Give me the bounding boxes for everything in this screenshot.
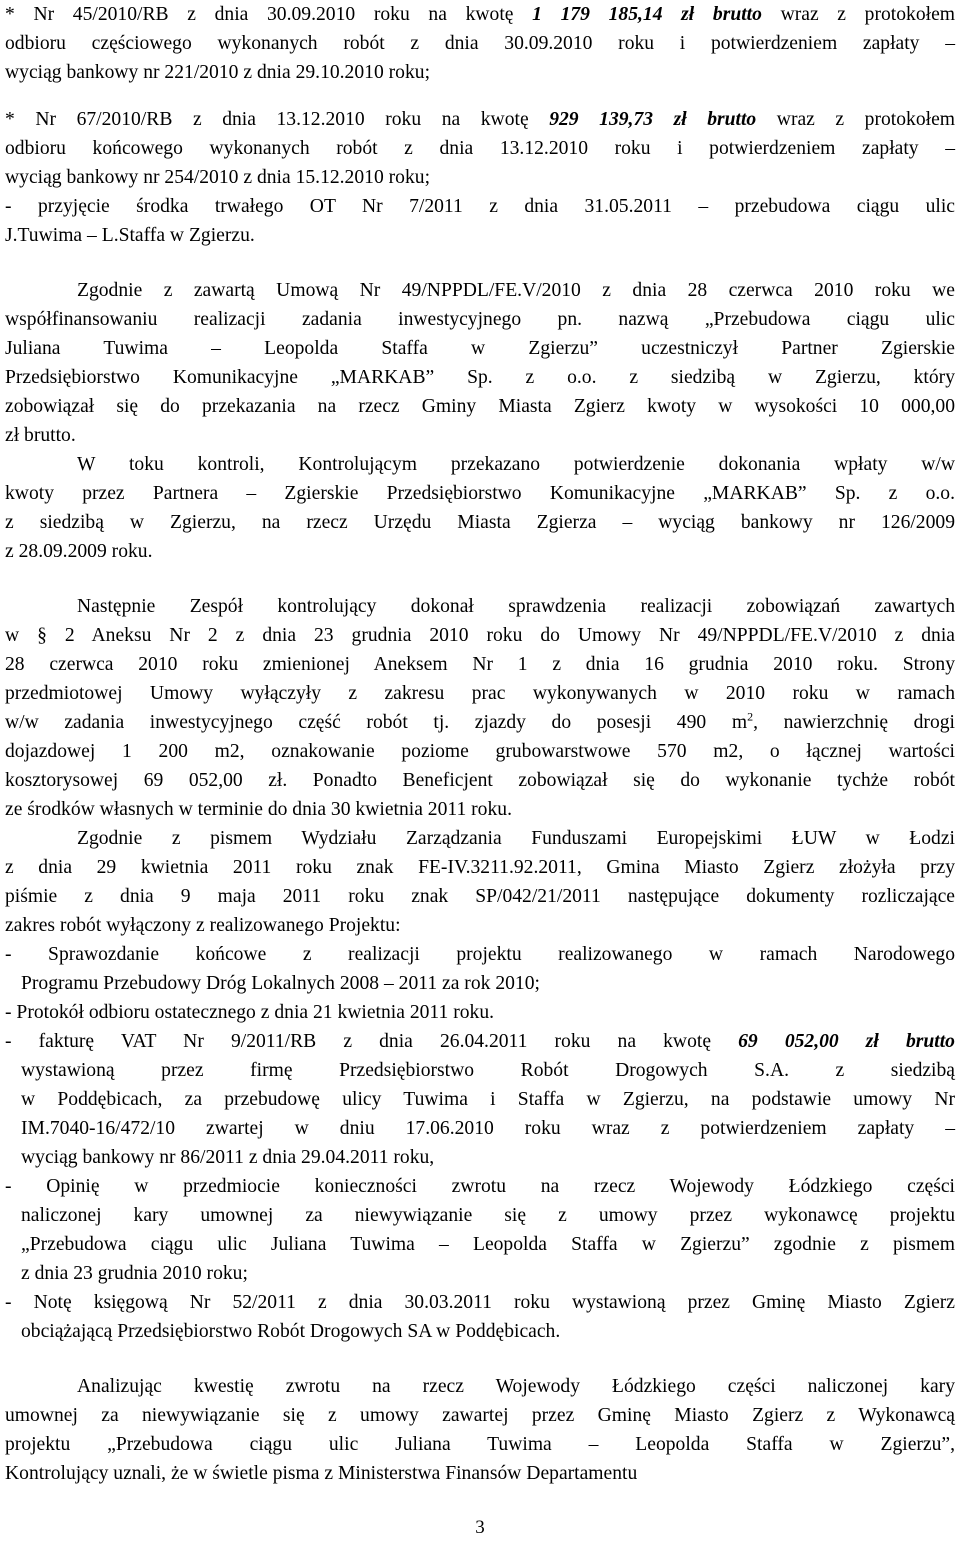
text-run: - fakturę VAT Nr 9/2011/RB z dnia 26.04.2011 roku na kwotę — [5, 1031, 739, 1052]
paragraph-invoice-45 — [5, 0, 955, 87]
list-item-accounting-note — [5, 1288, 955, 1346]
text-line — [5, 479, 955, 508]
text-line — [5, 1372, 955, 1401]
text-run: Programu Przebudowy Dróg Lokalnych 2008 – 2011 za rok 2010; — [21, 973, 540, 994]
text-run: „Przebudowa ciągu ulic Juliana Tuwima – Leopolda Staffa w Zgierzu” zgodnie z pismem — [21, 1234, 955, 1255]
text-run: W toku kontroli, Kontrolującym przekazano potwierdzenie dokonania wpłaty w/w — [77, 454, 955, 475]
text-run: dojazdowej 1 200 m2, oznakowanie poziome grubowarstwowe 570 m2, o łącznej wartości — [5, 741, 955, 762]
text-run: 28 czerwca 2010 roku zmienionej Aneksem Nr 1 z dnia 16 grudnia 2010 roku. Strony — [5, 654, 955, 675]
text-line — [5, 421, 955, 450]
text-run: odbioru częściowego wykonanych robót z dnia 30.09.2010 roku i potwierdzeniem zapłaty – — [5, 33, 955, 54]
paragraph-invoice-67 — [5, 105, 955, 192]
text-run: J.Tuwima – L.Staffa w Zgierzu. — [5, 225, 255, 246]
text-line — [5, 940, 955, 969]
bold-italic-amount: 929 139,73 zł brutto — [549, 109, 757, 130]
text-run: umownej za niewywiązanie się z umowy zawartej przez Gminę Miasto Zgierz z Wykonawcą — [5, 1405, 955, 1426]
text-run: - Opinię w przedmiocie konieczności zwrotu na rzecz Wojewody Łódzkiego części — [5, 1176, 955, 1197]
text-run: wraz z protokołem — [756, 109, 956, 130]
text-run: IM.7040-16/472/10 zwartej w dniu 17.06.2010 roku wraz z potwierdzeniem zapłaty – — [21, 1118, 955, 1139]
text-line — [5, 853, 955, 882]
text-line — [21, 1143, 955, 1172]
text-line — [5, 392, 955, 421]
text-run: * Nr 45/2010/RB z dnia 30.09.2010 roku na kwotę — [5, 4, 533, 25]
text-line — [21, 1085, 955, 1114]
text-line — [5, 508, 955, 537]
text-line — [5, 679, 955, 708]
text-run: z 28.09.2009 roku. — [5, 541, 153, 562]
text-line — [21, 969, 955, 998]
text-run: Juliana Tuwima – Leopolda Staffa w Zgierzu” uczestniczył Partner Zgierskie — [5, 338, 955, 359]
text-line — [21, 1114, 955, 1143]
text-run: z dnia 23 grudnia 2010 roku; — [21, 1263, 248, 1284]
text-run: odbioru końcowego wykonanych robót z dnia 13.12.2010 roku i potwierdzeniem zapłaty – — [5, 138, 955, 159]
text-line — [5, 1430, 955, 1459]
text-run: w/w zadania inwestycyjnego część robót tj. zjazdy do posesji 490 m — [5, 712, 748, 733]
text-run: zobowiązał się do przekazania na rzecz Gminy Miasta Zgierz kwoty w wysokości 10 000,00 — [5, 396, 955, 417]
text-line — [5, 708, 955, 737]
text-run: wraz z protokołem — [761, 4, 956, 25]
text-line — [5, 450, 955, 479]
superscript: 2 — [747, 709, 754, 724]
text-line — [21, 1259, 955, 1288]
text-line — [5, 824, 955, 853]
page-number: 3 — [475, 1517, 485, 1538]
text-line — [5, 537, 955, 566]
text-line — [5, 1172, 955, 1201]
text-run: obciążającą Przedsiębiorstwo Robót Drogowych SA w Poddębicach. — [21, 1321, 561, 1342]
text-run: z siedzibą w Zgierzu, na rzecz Urzędu Miasta Zgierza – wyciąg bankowy nr 126/2009 — [5, 512, 955, 533]
text-run: przedmiotowej Umowy wyłączyły z zakresu prac wykonywanych w 2010 roku w ramach — [5, 683, 955, 704]
text-line — [5, 766, 955, 795]
text-run: Zgodnie z pismem Wydziału Zarządzania Funduszami Europejskimi ŁUW w Łodzi — [77, 828, 955, 849]
text-run: współfinansowaniu realizacji zadania inwestycyjnego pn. nazwą „Przebudowa ciągu ulic — [5, 309, 955, 330]
text-line — [5, 911, 955, 940]
text-run: z dnia 29 kwietnia 2011 roku znak FE-IV.3211.92.2011, Gmina Miasto Zgierz złożyła przy — [5, 857, 955, 878]
text-line — [5, 737, 955, 766]
text-run: - Protokół odbioru ostatecznego z dnia 21 kwietnia 2011 roku. — [5, 1002, 495, 1023]
text-line — [5, 1288, 955, 1317]
text-line — [5, 650, 955, 679]
text-run: Przedsiębiorstwo Komunikacyjne „MARKAB” Sp. z o.o. z siedzibą w Zgierzu, który — [5, 367, 955, 388]
text-run: kosztorysowej 69 052,00 zł. Ponadto Beneficjent zobowiązał się do wykonanie tychże robót — [5, 770, 955, 791]
text-run: ze środków własnych w terminie do dnia 30 kwietnia 2011 roku. — [5, 799, 512, 820]
paragraph-analysis — [5, 1372, 955, 1488]
text-run: wyciąg bankowy nr 254/2010 z dnia 15.12.2010 roku; — [5, 167, 431, 188]
bold-italic-amount: 1 179 185,14 zł brutto — [532, 4, 762, 25]
paragraph-fixed-asset — [5, 192, 955, 250]
text-run: wyciąg bankowy nr 86/2011 z dnia 29.04.2011 roku, — [21, 1147, 435, 1168]
paragraph-partner-agreement — [5, 276, 955, 450]
text-run: wystawioną przez firmę Przedsiębiorstwo Robót Drogowych S.A. z siedzibą — [21, 1060, 955, 1081]
paragraph-annex-obligations — [5, 592, 955, 824]
text-run: Zgodnie z zawartą Umową Nr 49/NPPDL/FE.V/2010 z dnia 28 czerwca 2010 roku we — [77, 280, 955, 301]
text-line — [5, 105, 955, 134]
text-run: - Sprawozdanie końcowe z realizacji projektu realizowanego w ramach Narodowego — [5, 944, 955, 965]
text-run: , nawierzchnię drogi — [753, 712, 955, 733]
text-run: * Nr 67/2010/RB z dnia 13.12.2010 roku na kwotę — [5, 109, 550, 130]
text-line — [5, 0, 955, 29]
text-run: Kontrolujący uznali, że w świetle pisma z Ministerstwa Finansów Departamentu — [5, 1463, 638, 1484]
text-line — [5, 334, 955, 363]
text-run: w § 2 Aneksu Nr 2 z dnia 23 grudnia 2010 roku do Umowy Nr 49/NPPDL/FE.V/2010 z dnia — [5, 625, 955, 646]
text-line — [5, 29, 955, 58]
text-line — [5, 163, 955, 192]
document-page — [5, 0, 955, 1488]
text-line — [21, 1056, 955, 1085]
text-line — [5, 1459, 955, 1488]
list-item-report — [5, 940, 955, 998]
text-line — [5, 276, 955, 305]
paragraph-submitted-documents — [5, 824, 955, 940]
text-run: piśmie z dnia 9 maja 2011 roku znak SP/042/21/2011 następujące dokumenty rozliczające — [5, 886, 955, 907]
text-run: Analizując kwestię zwrotu na rzecz Wojewody Łódzkiego części naliczonej kary — [77, 1376, 955, 1397]
text-line — [5, 192, 955, 221]
text-line — [5, 621, 955, 650]
text-line — [21, 1201, 955, 1230]
paragraph-payment-confirmation — [5, 450, 955, 566]
text-line — [21, 1230, 955, 1259]
text-line — [5, 58, 955, 87]
text-run: w Poddębicach, za przebudowę ulicy Tuwima i Staffa w Zgierzu, na podstawie umowy Nr — [21, 1089, 955, 1110]
text-line — [5, 592, 955, 621]
text-line — [5, 1401, 955, 1430]
text-run: zakres robót wyłączony z realizowanego Projektu: — [5, 915, 401, 936]
bold-italic-amount: 69 052,00 zł brutto — [738, 1031, 955, 1052]
text-line — [5, 221, 955, 250]
text-run: naliczonej kary umownej za niewywiązanie się z umowy przez wykonawcę projektu — [21, 1205, 955, 1226]
text-run: - przyjęcie środka trwałego OT Nr 7/2011 z dnia 31.05.2011 – przebudowa ciągu ulic — [5, 196, 955, 217]
text-run: wyciąg bankowy nr 221/2010 z dnia 29.10.2010 roku; — [5, 62, 431, 83]
text-run: zł brutto. — [5, 425, 76, 446]
text-run: - Notę księgową Nr 52/2011 z dnia 30.03.2011 roku wystawioną przez Gminę Miasto Zgierz — [5, 1292, 955, 1313]
text-line — [5, 134, 955, 163]
text-line — [5, 363, 955, 392]
text-run: kwoty przez Partnera – Zgierskie Przedsiębiorstwo Komunikacyjne „MARKAB” Sp. z o.o. — [5, 483, 955, 504]
list-item-invoice — [5, 1027, 955, 1172]
text-line — [5, 305, 955, 334]
text-line — [5, 1027, 955, 1056]
text-run: Następnie Zespół kontrolujący dokonał sprawdzenia realizacji zobowiązań zawartych — [77, 596, 955, 617]
list-item-opinion — [5, 1172, 955, 1288]
text-line — [5, 998, 955, 1027]
text-run: projektu „Przebudowa ciągu ulic Juliana Tuwima – Leopolda Staffa w Zgierzu”, — [5, 1434, 955, 1455]
list-item-protocol — [5, 998, 955, 1027]
text-line — [5, 882, 955, 911]
text-line — [5, 795, 955, 824]
text-line — [21, 1317, 955, 1346]
